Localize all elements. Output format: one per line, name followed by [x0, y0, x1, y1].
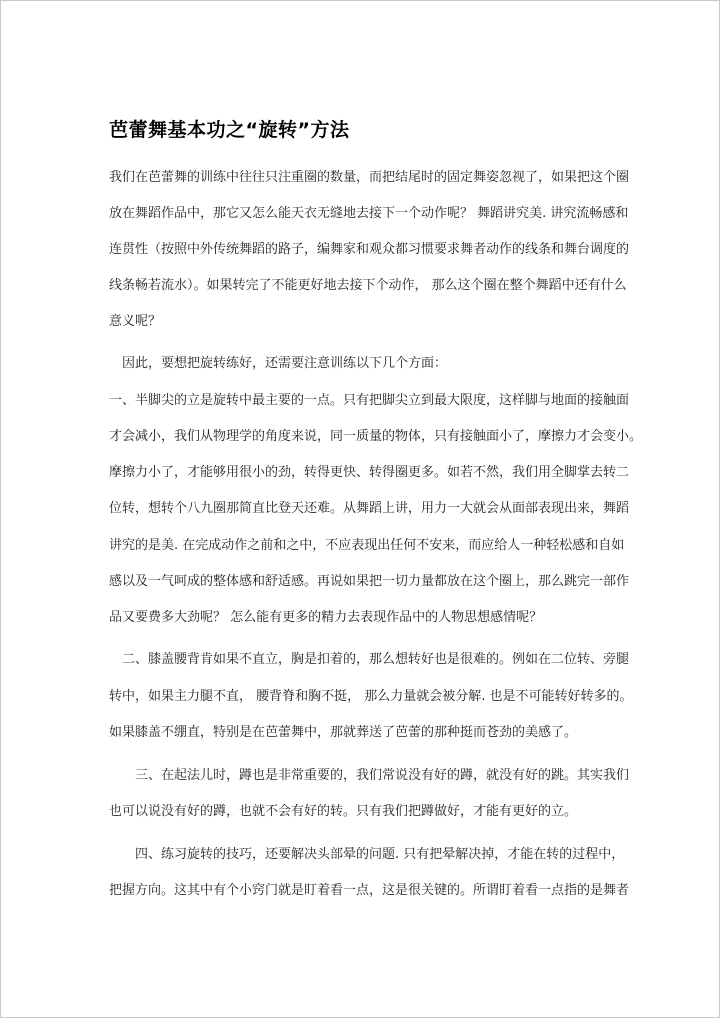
paragraph-3-line-2: 才会减小，我们从物理学的角度来说，同一质量的物体，只有接触面小了，摩擦力才会变小。	[109, 429, 643, 444]
paragraph-5-line-2: 也可以说没有好的蹲，也就不会有好的转。只有我们把蹲做好，才能有更好的立。	[109, 804, 578, 819]
document-title: 芭蕾舞基本功之“旋转”方法	[109, 119, 350, 141]
paragraph-1-line-3: 连贯性（按照中外传统舞蹈的路子，编舞家和观众都习惯要求舞者动作的线条和舞台调度的	[109, 242, 630, 257]
paragraph-6-line-2: 把握方向。这其中有个小窍门就是盯着看一点，这是很关键的。所谓盯着看一点指的是舞者	[109, 883, 630, 898]
paragraph-1-line-1: 我们在芭蕾舞的训练中往往只注重圈的数量，而把结尾时的固定舞姿忽视了，如果把这个圈	[109, 170, 630, 185]
paragraph-3-line-7: 品又要费多大劲呢？ 怎么能有更多的精力去表现作品中的人物思想感情呢？	[109, 610, 543, 625]
paragraph-3-line-6: 感以及一气呵成的整体感和舒适感。再说如果把一切力量都放在这个圈上，那么跳完一部作	[109, 574, 630, 589]
paragraph-1-line-2: 放在舞蹈作品中，那它又怎么能天衣无缝地去接下一个动作呢？ 舞蹈讲究美. 讲究流畅感和	[109, 206, 629, 221]
paragraph-3-line-3: 摩擦力小了，才能够用很小的劲，转得更快、转得圈更多。如若不然，我们用全脚掌去转二	[109, 465, 630, 480]
paragraph-4-line-3: 如果膝盖不绷直，特别是在芭蕾舞中，那就葬送了芭蕾的那种挺而苍劲的美感了。	[109, 725, 578, 740]
paragraph-4-line-1: 二、膝盖腰背肯如果不直立，胸是扣着的，那么想转好也是很难的。例如在二位转、旁腿	[122, 652, 630, 667]
paragraph-4-line-2: 转中，如果主力腿不直， 腰背脊和胸不挺， 那么力量就会被分解. 也是不可能转好转多的。	[109, 689, 633, 704]
paragraph-1-line-4: 线条畅若流水）。如果转完了不能更好地去接下个动作， 那么这个圈在整个舞蹈中还有什么	[109, 278, 627, 293]
paragraph-3-line-4: 位转，想转个八九圈那简直比登天还难。从舞蹈上讲，用力一大就会从面部表现出来，舞蹈	[109, 501, 630, 516]
paragraph-3-line-1: 一、半脚尖的立是旋转中最主要的一点。只有把脚尖立到最大限度，这样脚与地面的接触面	[109, 393, 630, 408]
paragraph-1-line-5: 意义呢？	[109, 314, 162, 329]
paragraph-5-line-1: 三、在起法儿时，蹲也是非常重要的，我们常说没有好的蹲，就没有好的跳。其实我们	[135, 768, 630, 783]
paragraph-6-line-1: 四、练习旋转的技巧，还要解决头部晕的问题. 只有把晕解决掉，才能在转的过程中，	[135, 847, 625, 862]
paragraph-2-line-1: 因此，要想把旋转练好，还需要注意训练以下几个方面：	[122, 356, 448, 371]
paragraph-3-line-5: 讲究的是美. 在完成动作之前和之中，不应表现出任何不安来，而应给人一种轻松感和自如	[109, 538, 625, 553]
